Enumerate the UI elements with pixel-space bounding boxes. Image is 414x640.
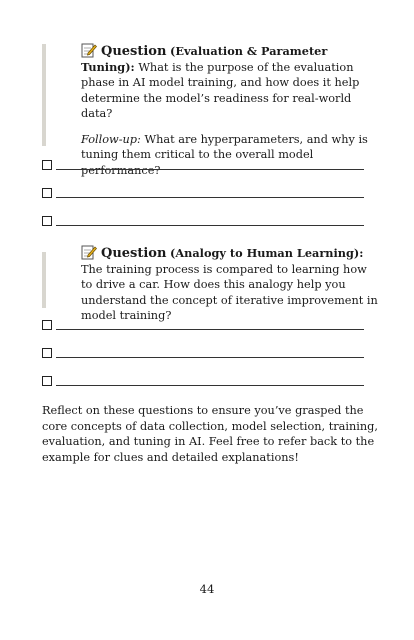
followup-label: Follow-up: — [81, 132, 141, 146]
question-body: The training process is compared to learning how to drive a car. How does this analogy help you understand the concept of iterative improvement in model training? — [81, 262, 378, 322]
checkbox-icon[interactable] — [42, 320, 52, 330]
question-block-2 — [42, 244, 378, 322]
reflection-paragraph: Reflect on these questions to ensure you’ve grasped the core concepts of data collection, model selection, training, evaluation, and tuning in AI. Feel free to refer back to the example for clues and detailed explanations! — [42, 404, 378, 464]
answer-line[interactable] — [42, 214, 364, 228]
answer-underline — [56, 225, 364, 226]
answer-underline — [56, 329, 364, 330]
pencil-notepad-icon — [81, 244, 97, 260]
answer-line[interactable] — [42, 318, 364, 332]
answer-line[interactable] — [42, 346, 364, 360]
question-body: What is the purpose of the evaluation phase in AI model training, and how does it help determine the model’s readiness for real-world data? — [81, 60, 360, 120]
page-number: 44 — [199, 582, 215, 596]
pencil-notepad-icon — [81, 42, 97, 58]
question-block-1 — [42, 42, 378, 177]
answer-line[interactable] — [42, 186, 364, 200]
question-text — [81, 244, 378, 324]
answer-underline — [56, 169, 364, 170]
checkbox-icon[interactable] — [42, 160, 52, 170]
checkbox-icon[interactable] — [42, 376, 52, 386]
checkbox-icon[interactable] — [42, 216, 52, 226]
answer-underline — [56, 197, 364, 198]
question-label: Question — [101, 246, 167, 261]
answer-underline — [56, 385, 364, 386]
followup-body: What are hyperparameters, and why is tuning them critical to the overall model performance? — [81, 132, 368, 177]
question-sidebar-bar — [42, 252, 46, 308]
checkbox-icon[interactable] — [42, 188, 52, 198]
answer-line[interactable] — [42, 374, 364, 388]
question-subtitle: (Analogy to Human Learning): — [170, 246, 364, 260]
checkbox-icon[interactable] — [42, 348, 52, 358]
answer-line[interactable] — [42, 158, 364, 172]
question-subtitle: (Evaluation & Parameter Tuning): — [81, 44, 328, 74]
answer-underline — [56, 357, 364, 358]
question-sidebar-bar — [42, 44, 46, 146]
question-label: Question — [101, 44, 167, 59]
